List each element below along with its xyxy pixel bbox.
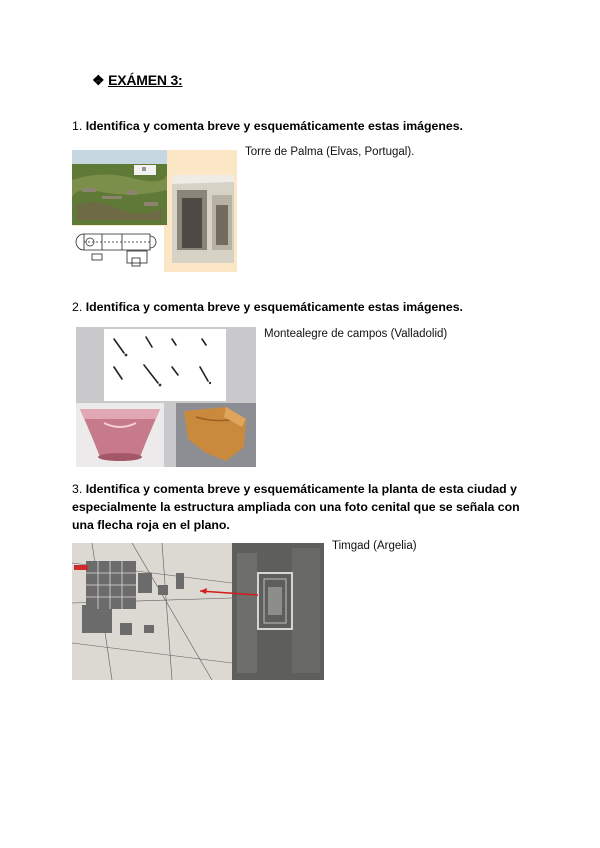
torre-de-palma-image [72,150,237,272]
exam-title-text: EXÁMEN 3: [108,72,183,88]
question-3-line-1: 3. Identifica y comenta breve y esquemáticamente la planta de esta ciudad y [72,482,517,496]
question-3 [72,480,520,534]
caption-3: Timgad (Argelia) [332,540,417,552]
question-3-line-3: una flecha roja en el plano. [72,518,230,532]
question-text: Identifica y comenta breve y esquemáticamente estas imágenes. [85,300,463,314]
question-3-line-2: especialmente la estructura ampliada con una foto cenital que se señala con [72,500,520,514]
question-number: 1. [72,119,83,133]
question-1 [72,117,463,135]
question-text: Identifica y comenta breve y esquemáticamente estas imágenes. [85,119,463,133]
caption-2: Montealegre de campos (Valladolid) [264,328,448,340]
timgad-map-image [72,543,324,680]
montealegre-image [76,327,256,467]
caption-1: Torre de Palma (Elvas, Portugal). [245,146,415,158]
diamond-bullet-icon: ❖ [92,72,105,88]
exam-title [92,72,183,89]
question-number: 2. [72,300,83,314]
question-2 [72,298,463,316]
question-number: 3. [72,482,83,496]
